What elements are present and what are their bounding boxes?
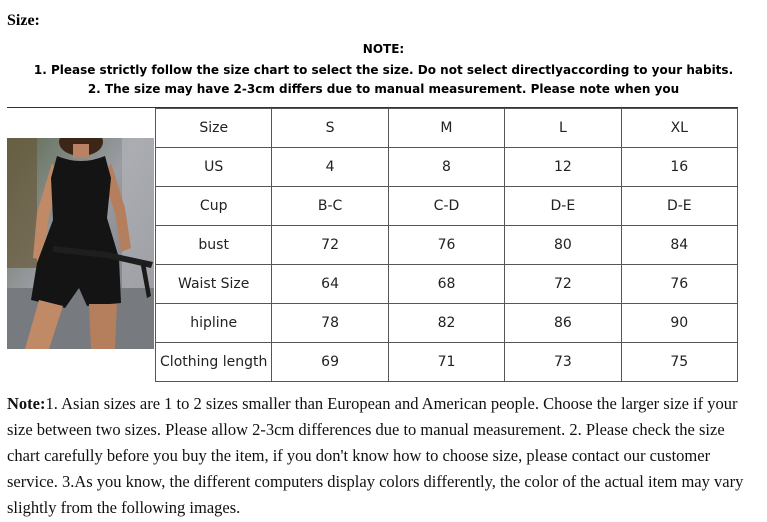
table-cell: 86 — [505, 304, 621, 343]
table-header-row — [156, 109, 738, 148]
table-row — [156, 265, 738, 304]
table-cell: 76 — [388, 226, 504, 265]
table-cell: B-C — [272, 187, 388, 226]
row-label: Clothing length — [156, 343, 272, 382]
table-cell: 73 — [505, 343, 621, 382]
table-cell: D-E — [505, 187, 621, 226]
table-cell: 4 — [272, 148, 388, 187]
table-cell: 16 — [621, 148, 737, 187]
row-label: Waist Size — [156, 265, 272, 304]
size-heading: Size: — [7, 12, 40, 29]
product-photo — [7, 138, 154, 349]
table-cell: 80 — [505, 226, 621, 265]
table-cell: 78 — [272, 304, 388, 343]
row-label: hipline — [156, 304, 272, 343]
header-cell: M — [388, 109, 504, 148]
bottom-note-text: 1. Asian sizes are 1 to 2 sizes smaller than European and American people. Choose the larger size if your size between two sizes. Please allow 2-3cm differences due to manual measurement. 2. Please check the size chart carefully before you buy the item, if you don't know how to choose size, please contact our customer service. 3.As you know, the different computers display colors differently, the color of the actual item may vary slightly from the following images. — [7, 394, 744, 517]
table-cell: 72 — [272, 226, 388, 265]
header-cell: S — [272, 109, 388, 148]
row-label: bust — [156, 226, 272, 265]
table-cell: 76 — [621, 265, 737, 304]
header-cell: Size — [156, 109, 272, 148]
row-label: US — [156, 148, 272, 187]
note-block — [0, 40, 767, 99]
header-cell: XL — [621, 109, 737, 148]
table-row — [156, 226, 738, 265]
row-label: Cup — [156, 187, 272, 226]
table-cell: 75 — [621, 343, 737, 382]
table-cell: 68 — [388, 265, 504, 304]
bottom-note-label: Note: — [7, 394, 46, 413]
table-cell: 90 — [621, 304, 737, 343]
table-row — [156, 343, 738, 382]
header-cell: L — [505, 109, 621, 148]
table-cell: 8 — [388, 148, 504, 187]
note-title: NOTE: — [362, 42, 405, 56]
table-row — [156, 304, 738, 343]
table-cell: D-E — [621, 187, 737, 226]
note-line-1: 1. Please strictly follow the size chart to select the size. Do not select directlyaccording to your habits. — [33, 63, 734, 77]
note-line-2: 2. The size may have 2-3cm differs due to manual measurement. Please note when you — [87, 82, 680, 96]
table-cell: 64 — [272, 265, 388, 304]
size-chart-table — [155, 108, 738, 382]
table-cell: 12 — [505, 148, 621, 187]
table-cell: 84 — [621, 226, 737, 265]
table-cell: 69 — [272, 343, 388, 382]
table-cell: 82 — [388, 304, 504, 343]
table-row — [156, 148, 738, 187]
table-cell: C-D — [388, 187, 504, 226]
dress-model-image — [7, 138, 154, 349]
table-cell: 71 — [388, 343, 504, 382]
bottom-note — [7, 391, 755, 521]
table-cell: 72 — [505, 265, 621, 304]
table-row — [156, 187, 738, 226]
